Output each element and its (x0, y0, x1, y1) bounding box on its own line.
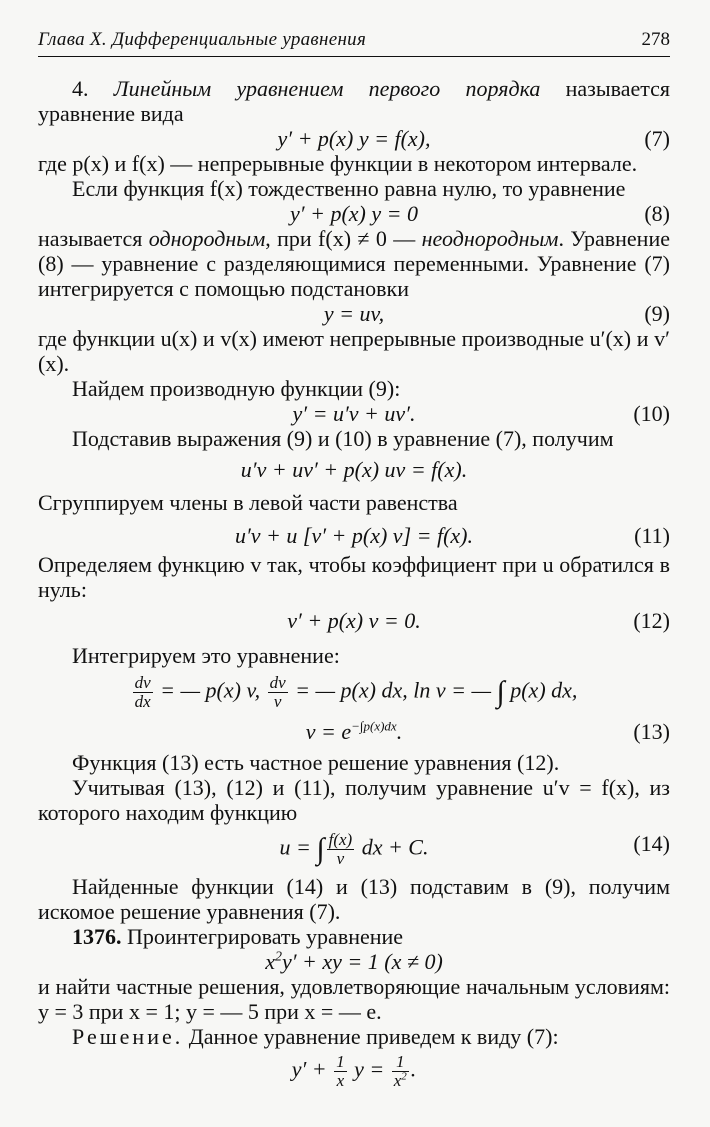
equation-body: = — p(x) dx, ln v = — (289, 677, 497, 703)
equation-body: y′ + (291, 1056, 333, 1082)
equation-substituted (38, 457, 670, 482)
denominator: v (336, 849, 345, 868)
paragraph-text: . Уравнение (8) — уравнение с разделяющимися переменными. Уравнение (7) интегрируется с помощью подстановки (38, 226, 670, 301)
equation-14 (38, 831, 670, 868)
equation-task (38, 949, 670, 974)
running-header (38, 26, 670, 57)
exponent: 2 (274, 949, 282, 965)
equation-number: (10) (633, 401, 670, 426)
equation-number: (7) (644, 126, 670, 151)
equation-body: y′ + xy = 1 (x ≠ 0) (281, 949, 443, 974)
equation-body: y′ = u′v + uv′. (292, 401, 416, 426)
paragraph-text: Данное уравнение приведем к виду (7): (183, 1024, 559, 1049)
paragraph-text: , при f(x) ≠ 0 — (265, 226, 422, 251)
solution-label: Решение. (72, 1024, 184, 1049)
equation-body: dx + C. (356, 834, 429, 860)
fraction-1-over-x (334, 1053, 347, 1090)
paragraph-text: называется уравнение вида (38, 76, 671, 126)
equation-reduced (38, 1053, 670, 1090)
numerator: dv (269, 673, 286, 692)
paragraph-derivatives: где функции u(x) и v(x) имеют непрерывные производные u′(x) и v′(x). (38, 326, 670, 376)
equation-11 (38, 523, 670, 548)
paragraph-homogeneous (38, 226, 670, 301)
equation-body: = — p(x) v, (154, 677, 266, 703)
equation-body: u = (279, 834, 317, 860)
item-number: 4. (72, 76, 114, 101)
chapter-title: Глава X. Дифференциальные уравнения (38, 29, 367, 50)
defined-term: Линейным уравнением первого порядка (113, 76, 541, 101)
integral-sign: ∫ (496, 675, 505, 709)
equation-12 (38, 608, 670, 633)
equation-body: y = (348, 1056, 390, 1082)
equation-number: (8) (644, 201, 670, 226)
exponent: 2 (401, 1070, 407, 1083)
denominator-base: x (393, 1071, 402, 1090)
numerator: f(x) (328, 830, 353, 849)
equation-body: v = e (305, 719, 352, 744)
paragraph-considering: Учитывая (13), (12) и (11), получим уравнение u′v = f(x), из которого находим функцию (38, 775, 670, 825)
paragraph-define-v: Определяем функцию v так, чтобы коэффициент при u обратился в нуль: (38, 552, 670, 602)
paragraph-if-zero: Если функция f(x) тождественно равна нулю, то уравнение (72, 176, 626, 201)
paragraph-find-derivative: Найдем производную функции (9): (72, 376, 401, 401)
equation-13 (38, 719, 670, 744)
equation-number: (9) (644, 301, 670, 326)
paragraph-problem-1376 (38, 924, 670, 949)
equation-body: . (410, 1056, 417, 1082)
page-number: 278 (641, 29, 670, 50)
equation-number: (13) (633, 719, 670, 744)
equation-8 (38, 201, 670, 226)
paragraph-group-terms: Сгруппируем члены в левой части равенства (38, 490, 458, 515)
problem-number: 1376. (72, 924, 122, 949)
equation-body: . (396, 719, 403, 744)
denominator (392, 1072, 409, 1090)
paragraph-text: Проинтегрировать уравнение (121, 924, 404, 949)
equation-13-steps (38, 674, 670, 711)
equation-number: (12) (633, 608, 670, 633)
paragraph-found-functions: Найденные функции (14) и (13) подставим в (9), получим искомое решение уравнения (7). (38, 874, 670, 924)
numerator: dv (134, 673, 151, 692)
integral-sign: ∫ (316, 832, 325, 866)
fraction-f-over-v (327, 831, 355, 868)
paragraph-solution (38, 1024, 670, 1049)
paragraph-integrate: Интегрируем это уравнение: (72, 643, 340, 668)
equation-body: y = uv, (323, 301, 385, 326)
fraction-dv-v (268, 674, 288, 711)
fraction-dv-dx (133, 674, 153, 711)
equation-body: y′ + p(x) y = 0 (290, 201, 418, 226)
denominator: dx (134, 692, 151, 711)
equation-10 (38, 401, 670, 426)
term-homogeneous: однородным (148, 226, 266, 251)
equation-number: (11) (634, 523, 670, 548)
page-content (38, 76, 670, 1090)
equation-7 (38, 126, 670, 151)
exponent: −∫p(x)dx (351, 718, 397, 734)
equation-body: v′ + p(x) v = 0. (287, 608, 421, 633)
paragraph-initial-conditions: и найти частные решения, удовлетворяющие начальным условиям: y = 3 при x = 1; y = — 5 при x = — e. (38, 974, 670, 1024)
numerator: 1 (336, 1052, 345, 1071)
paragraph-continuous-functions: где p(x) и f(x) — непрерывные функции в некотором интервале. (38, 151, 638, 176)
equation-number: (14) (633, 831, 670, 856)
denominator: x (336, 1071, 345, 1090)
equation-body: x (265, 949, 275, 974)
paragraph-particular-solution: Функция (13) есть частное решение уравнения (12). (72, 750, 560, 775)
term-inhomogeneous: неоднородным (421, 226, 559, 251)
paragraph-linear-definition (38, 76, 670, 126)
equation-body: u′v + uv′ + p(x) uv = f(x). (240, 457, 468, 482)
numerator: 1 (392, 1053, 409, 1072)
fraction-1-over-x2 (392, 1053, 409, 1090)
paragraph-substituting: Подставив выражения (9) и (10) в уравнение (7), получим (72, 426, 614, 451)
equation-9 (38, 301, 670, 326)
equation-body: p(x) dx, (504, 677, 578, 703)
paragraph-text: называется (38, 226, 149, 251)
equation-body: u′v + u [v′ + p(x) v] = f(x). (234, 523, 474, 548)
denominator: v (273, 692, 282, 711)
equation-body: y′ + p(x) y = f(x), (277, 126, 431, 151)
